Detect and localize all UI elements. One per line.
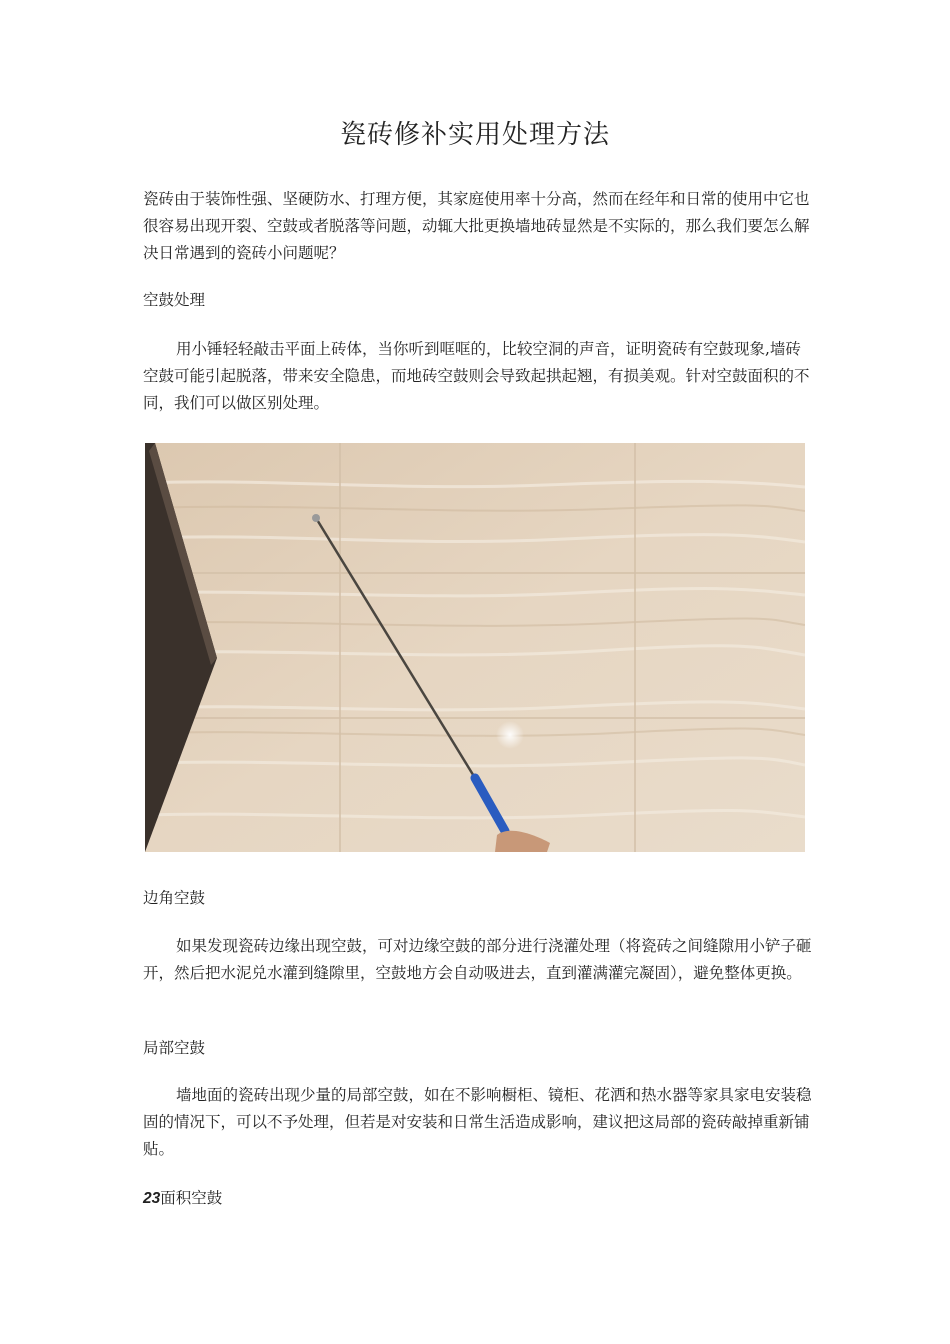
section-heading-hollow: 空鼓处理 bbox=[143, 291, 206, 309]
page-title: 瓷砖修补实用处理方法 bbox=[339, 120, 610, 150]
intro-paragraph: 瓷砖由于装饰性强、坚硬防水、打理方便，其家庭使用率十分高，然而在经年和日常的使用中它也很容易出现开裂、空鼓或者脱落等问题，动辄大批更换墙地砖显然是不实际的，那么我们要怎么解决日常遇到的瓷砖小问题呢？ bbox=[143, 190, 810, 262]
section-heading-edge: 边角空鼓 bbox=[143, 889, 206, 907]
tile-tapping-photo bbox=[145, 443, 805, 852]
section-body-partial: 墙地面的瓷砖出现少量的局部空鼓，如在不影响橱柜、镜柜、花洒和热水器等家具家电安装稳固的情况下，可以不予处理，但若是对安装和日常生活造成影响，建议把这局部的瓷砖敲掉重新铺贴。 bbox=[143, 1086, 812, 1158]
section-heading-partial: 局部空鼓 bbox=[143, 1039, 206, 1057]
section-heading-area-label: 面积空鼓 bbox=[160, 1189, 223, 1207]
section-body-edge: 如果发现瓷砖边缘出现空鼓，可对边缘空鼓的部分进行浇灌处理（将瓷砖之间缝隙用小铲子砸开，然后把水泥兑水灌到缝隙里，空鼓地方会自动吸进去，直到灌满灌完凝固），避免整体更换。 bbox=[143, 937, 812, 982]
section-number: 23 bbox=[143, 1190, 161, 1207]
section-body-hollow: 用小锤轻轻敲击平面上砖体，当你听到哐哐的，比较空洞的声音，证明瓷砖有空鼓现象,墙砖空鼓可能引起脱落，带来安全隐患，而地砖空鼓则会导致起拱起翘，有损美观。针对空鼓面积的不同，我们可以做区别处理。 bbox=[143, 340, 810, 412]
section-heading-area bbox=[143, 1186, 222, 1208]
